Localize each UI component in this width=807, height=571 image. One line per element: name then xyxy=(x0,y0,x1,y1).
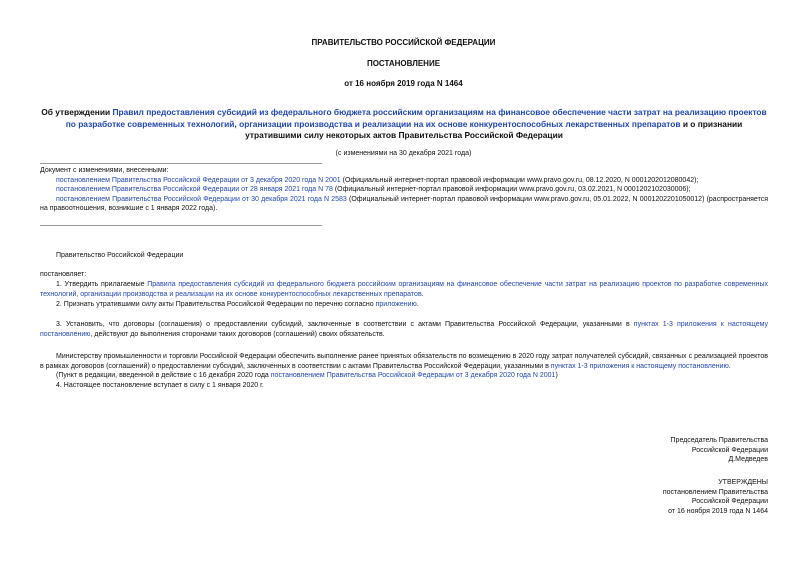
signature-name: Д.Медведев xyxy=(728,456,768,464)
approved-country: Российской Федерации xyxy=(691,498,768,506)
change-text-3: (Официальный интернет-портал правовой информации www.pravo.gov.ru, 05.01.2022, N 0001202201050012) (распространяется на правоотношения, возникшие с 1 января 2022 года). xyxy=(40,195,768,213)
p1-prefix: 1. Утвердить прилагаемые xyxy=(56,281,148,288)
signature-country: Российской Федерации xyxy=(691,446,768,454)
paragraph-2 xyxy=(40,300,768,310)
approved-block xyxy=(663,478,768,516)
document-title xyxy=(40,107,768,142)
government-line: Правительство Российской Федерации xyxy=(56,252,184,259)
change-item xyxy=(40,176,768,186)
approved-heading: УТВЕРЖДЕНЫ xyxy=(718,479,768,486)
p2-appendix-link[interactable]: приложению xyxy=(375,301,417,308)
approved-by: постановлением Правительства xyxy=(662,488,768,496)
title-suffix: и о признании утратившими силу некоторых актов Правительства Российской Федерации xyxy=(245,118,743,140)
p3-prefix: 3. Установить, что договоры (соглашения) о предоставлении субсидий, заключенные в соответствии с актами Правительства Российской Федерации, указанными в xyxy=(56,321,634,328)
paragraph-5: 4. Настоящее постановление вступает в силу с 1 января 2020 г. xyxy=(56,381,264,389)
change-link-1[interactable]: постановлением Правительства Российской Федерации от 3 декабря 2020 года N 2001 xyxy=(56,176,341,184)
change-link-2[interactable]: постановлением Правительства Российской Федерации от 28 января 2021 года N 78 xyxy=(56,186,333,194)
p4-note-suffix: ) xyxy=(555,372,558,380)
change-text-2: (Официальный интернет-портал правовой информации www.pravo.gov.ru, 03.02.2021, N 0001202102030006); xyxy=(332,186,691,194)
signature-block xyxy=(671,436,768,465)
p4-suffix: . xyxy=(728,362,731,370)
government-heading: ПРАВИТЕЛЬСТВО РОССИЙСКОЙ ФЕДЕРАЦИИ xyxy=(311,38,496,47)
paragraph-1 xyxy=(40,280,768,299)
change-link-3[interactable]: постановлением Правительства Российской Федерации от 30 декабря 2021 года N 2583 xyxy=(56,195,347,203)
change-item xyxy=(40,195,768,214)
divider-bottom xyxy=(40,225,322,226)
p4-note-prefix: (Пункт в редакции, введенной в действие с 16 декабря 2020 года xyxy=(56,372,271,380)
changes-block xyxy=(40,166,768,214)
amended-note: (с изменениями на 30 декабря 2021 года) xyxy=(335,150,472,157)
p2-suffix: . xyxy=(416,301,419,308)
divider-top xyxy=(40,163,322,164)
document-type: ПОСТАНОВЛЕНИЕ xyxy=(366,59,441,68)
document-date-number: от 16 ноября 2019 года N 1464 xyxy=(344,79,463,88)
change-item xyxy=(40,185,768,195)
title-rules-link[interactable]: Правил предоставления субсидий из федерального бюджета российским организациям на финансовое обеспечение части затрат на реализацию проектов по разработке современных технологий, организации производства и реализации на их основе конкурентоспособных лекарственных препаратов xyxy=(65,107,767,129)
p3-suffix: , действуют до выполнения сторонами таких договоров (соглашений) своих обязательств. xyxy=(90,330,385,338)
p4-note-link[interactable]: постановлением Правительства Российской Федерации от 3 декабря 2020 года N 2001 xyxy=(270,372,556,380)
change-text-1: (Официальный интернет-портал правовой информации www.pravo.gov.ru, 08.12.2020, N 0001202012080042); xyxy=(340,176,699,184)
changes-intro: Документ с изменениями, внесенными: xyxy=(40,167,169,174)
p2-prefix: 2. Признать утратившими силу акты Правительства Российской Федерации по перечню согласно xyxy=(56,301,376,308)
paragraph-3 xyxy=(40,320,768,339)
signature-title: Председатель Правительства xyxy=(670,437,768,444)
title-prefix: Об утверждении xyxy=(41,107,113,117)
decides-line: постановляет: xyxy=(40,271,87,278)
p1-suffix: . xyxy=(421,290,424,298)
p3-appendix-link[interactable]: пунктах 1-3 приложения к настоящему постановлению xyxy=(40,321,768,338)
p4-appendix-link[interactable]: пунктах 1-3 приложения к настоящему постановлению xyxy=(550,362,729,370)
p1-rules-link[interactable]: Правила предоставления субсидий из федерального бюджета российским организациям на финансовое обеспечение части затрат на реализацию проектов по разработке современных технологий, организации производства и реализации на их основе конкурентоспособных лекарственных препаратов xyxy=(40,281,768,298)
paragraph-4 xyxy=(40,352,768,390)
p4-prefix: Министерству промышленности и торговли Российской Федерации обеспечить выполнение ранее принятых обязательств по возмещению в 2020 году затрат получателей субсидий, связанных с реализацией проектов в рамках договоров (соглашений) о предоставлении субсидий, заключенных в соответствии с актами Правительства Российской Федерации, указанными в xyxy=(40,353,768,370)
approved-date: от 16 ноября 2019 года N 1464 xyxy=(668,507,768,515)
